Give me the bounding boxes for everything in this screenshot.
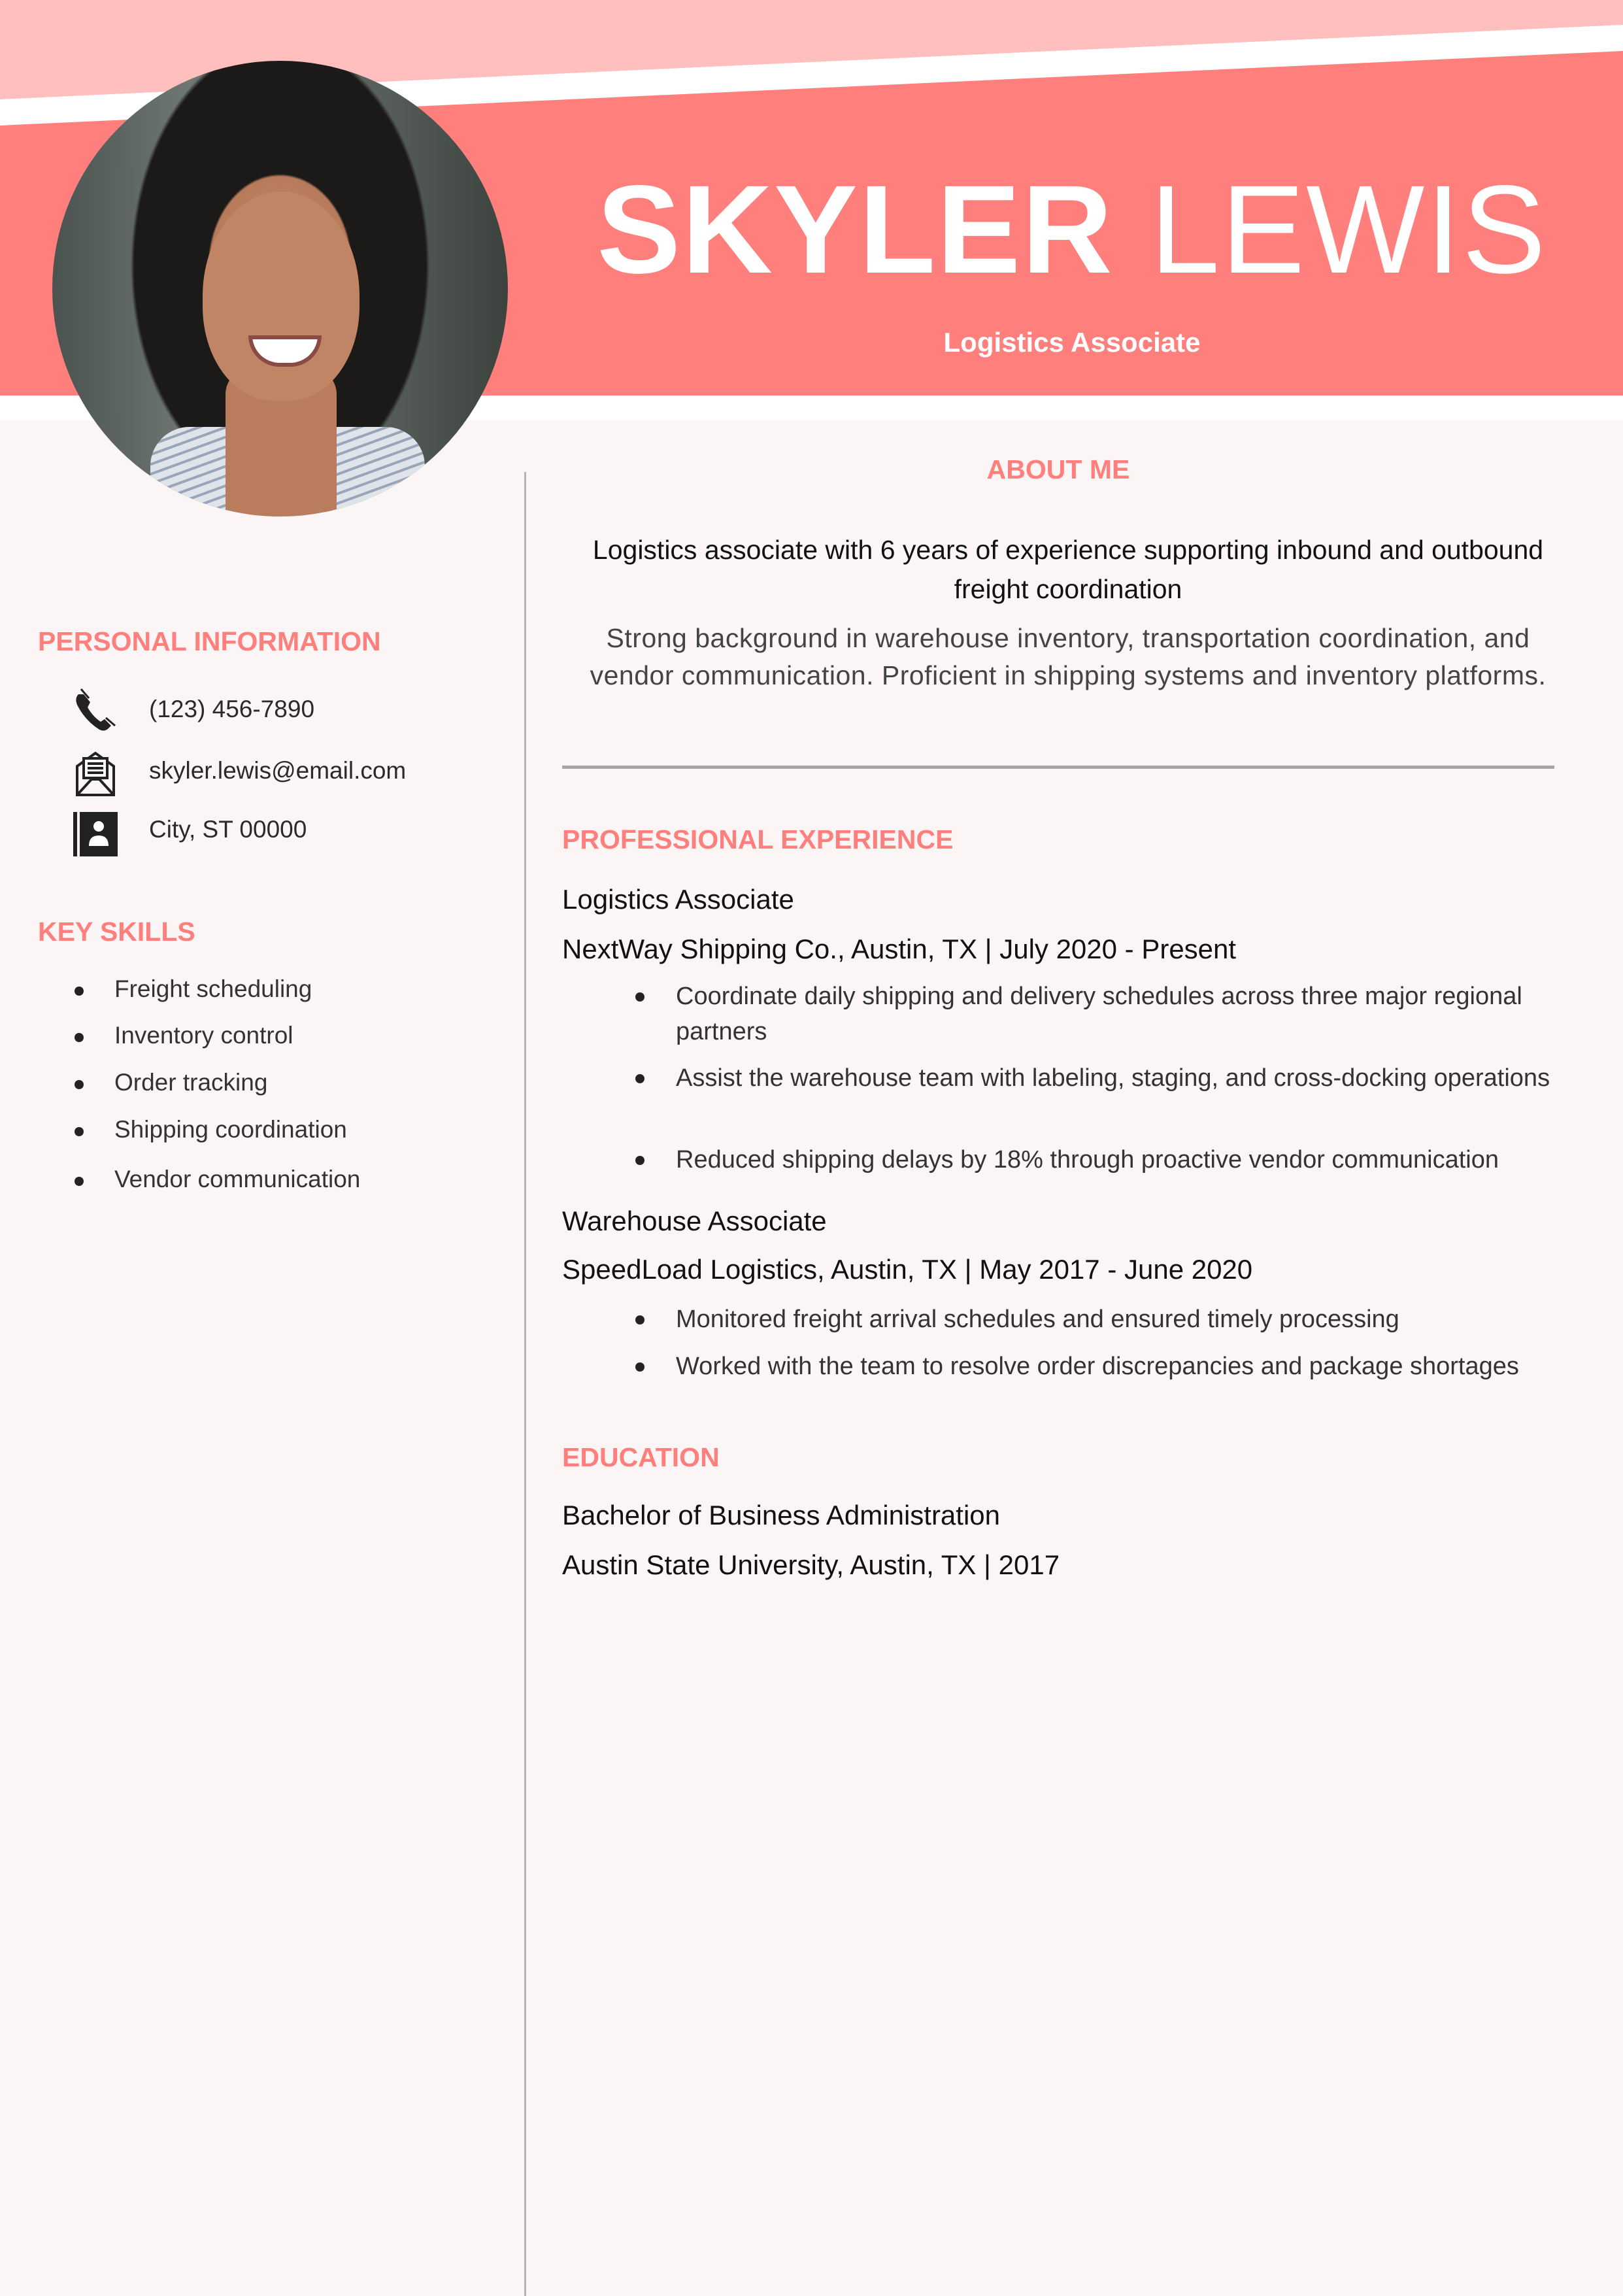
skill-item: Inventory control <box>114 1022 293 1049</box>
job-bullet: Worked with the team to resolve order discrepancies and package shortages <box>676 1353 1519 1380</box>
job-company: SpeedLoad Logistics, Austin, TX | May 2017 - June 2020 <box>562 1254 1253 1285</box>
bullet-icon <box>75 1033 84 1042</box>
phone-text: (123) 456-7890 <box>149 696 315 722</box>
bullet-icon <box>635 992 644 1002</box>
column-divider <box>524 472 526 2296</box>
education-degree: Bachelor of Business Administration <box>562 1500 1001 1530</box>
address-text: City, ST 00000 <box>149 816 307 843</box>
phone-icon <box>73 688 118 732</box>
job-bullet: Reduced shipping delays by 18% through proactive vendor communication <box>676 1146 1499 1173</box>
bullet-icon <box>635 1362 644 1372</box>
job-bullet: Assist the warehouse team with labeling, staging, and cross-docking operations <box>676 1064 1550 1092</box>
bullet-icon <box>635 1156 644 1165</box>
address-book-icon <box>73 812 118 856</box>
bullet-icon <box>635 1315 644 1325</box>
education-school: Austin State University, Austin, TX | 2017 <box>562 1549 1060 1580</box>
experience-heading: PROFESSIONAL EXPERIENCE <box>562 824 954 854</box>
skill-item: Order tracking <box>114 1069 268 1096</box>
skill-item: Vendor communication <box>114 1166 361 1192</box>
job-bullet: Coordinate daily shipping and delivery schedules across three major regional partners <box>676 983 1522 1045</box>
skill-item: Shipping coordination <box>114 1116 347 1143</box>
email-icon <box>73 752 118 796</box>
job-title: Logistics Associate <box>943 327 1201 358</box>
about-lead: Logistics associate with 6 years of experience supporting inbound and outbound freight coordination <box>592 535 1544 604</box>
bullet-icon <box>75 1177 84 1186</box>
bullet-icon <box>75 987 84 996</box>
skill-item: Freight scheduling <box>114 975 312 1002</box>
candidate-name: SKYLER LEWIS <box>597 159 1547 299</box>
job-title: Logistics Associate <box>562 884 794 915</box>
email-text: skyler.lewis@email.com <box>149 757 407 784</box>
bullet-icon <box>75 1080 84 1089</box>
bullet-icon <box>635 1074 644 1083</box>
education-heading: EDUCATION <box>562 1442 720 1472</box>
key-skills-heading: KEY SKILLS <box>38 917 195 947</box>
personal-info-heading: PERSONAL INFORMATION <box>38 626 381 656</box>
job-company: NextWay Shipping Co., Austin, TX | July 2020 - Present <box>562 934 1237 964</box>
job-title: Warehouse Associate <box>562 1206 827 1236</box>
section-separator <box>562 766 1554 769</box>
about-heading: ABOUT ME <box>986 454 1130 484</box>
about-body: Strong background in warehouse inventory, transportation coordination, and vendor communication. Proficient in shipping systems and inventory platforms. <box>590 623 1547 690</box>
job-bullet: Monitored freight arrival schedules and ensured timely processing <box>676 1306 1399 1333</box>
profile-photo <box>52 61 508 516</box>
bullet-icon <box>75 1127 84 1136</box>
